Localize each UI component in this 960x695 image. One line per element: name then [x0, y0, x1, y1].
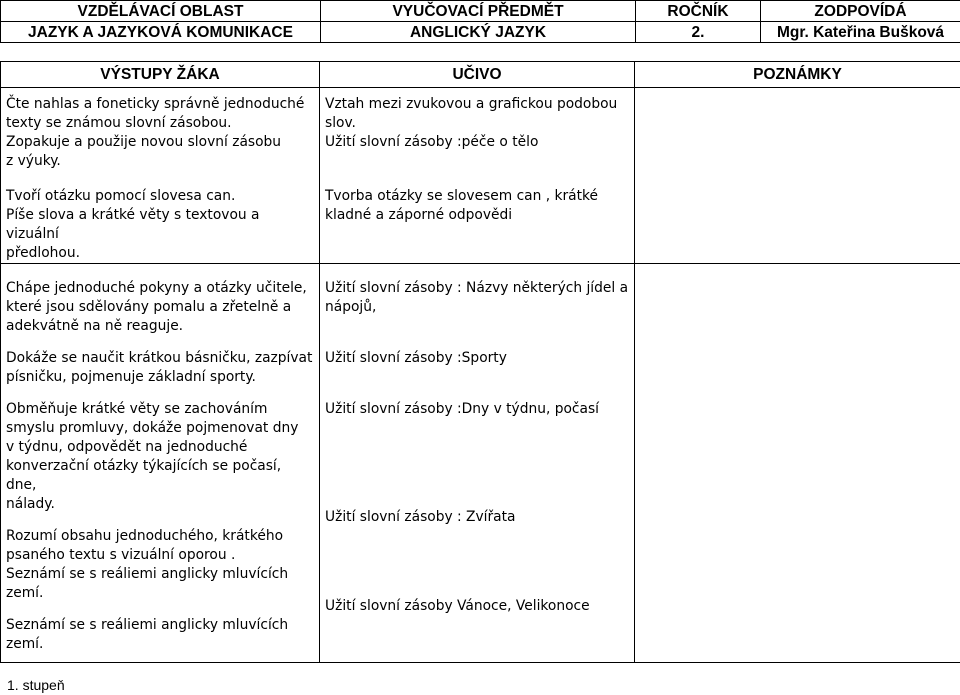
output-item: Rozumí obsahu jednoduchého, krátkého psaného textu s vizuální oporou . Seznámí se s reáliemi anglicky mluvících zemí. — [6, 528, 289, 601]
label-subject-area: VZDĚLÁVACÍ OBLAST — [1, 1, 321, 22]
column-header-row — [1, 62, 960, 88]
curriculum-item: Vztah mezi zvukovou a grafickou podobou slov. Užití slovní zásoby :péče o tělo — [325, 96, 618, 150]
curriculum-item: Užití slovní zásoby :Sporty — [325, 350, 507, 366]
notes-cell — [635, 88, 960, 264]
value-subject-area: JAZYK A JAZYKOVÁ KOMUNIKACE — [1, 22, 321, 43]
column-header-notes: POZNÁMKY — [635, 62, 960, 88]
table-row — [1, 264, 960, 663]
value-grade: 2. — [636, 22, 761, 43]
outputs-cell — [1, 264, 320, 663]
curriculum-item: Užití slovní zásoby : Názvy některých jídel a nápojů, — [325, 280, 629, 315]
curriculum-item: Užití slovní zásoby : Zvířata — [325, 509, 516, 525]
output-item: Seznámí se s reáliemi anglicky mluvících zemí. — [6, 617, 289, 652]
outputs-cell — [1, 88, 320, 264]
curriculum-table — [0, 61, 960, 663]
column-header-outputs: VÝSTUPY ŽÁKA — [1, 62, 320, 88]
column-header-curriculum: UČIVO — [320, 62, 635, 88]
table-row — [1, 88, 960, 264]
header-labels-row — [1, 1, 960, 22]
value-subject: ANGLICKÝ JAZYK — [321, 22, 636, 43]
output-item: Tvoří otázku pomocí slovesa can. Píše slova a krátké věty s textovou a vizuální předlohou. — [6, 188, 260, 261]
output-item: Čte nahlas a foneticky správně jednoduché texty se známou slovní zásobou. Zopakuje a použije novou slovní zásobu z výuky. — [6, 96, 305, 169]
header-values-row — [1, 22, 960, 43]
curriculum-item: Užití slovní zásoby :Dny v týdnu, počasí — [325, 401, 599, 417]
curriculum-item: Užití slovní zásoby Vánoce, Velikonoce — [325, 598, 590, 614]
output-item: Obměňuje krátké věty se zachováním smyslu promluvy, dokáže pojmenovat dny v týdnu, odpovědět na jednoduché konverzační otázky týkajících se počasí, dne, nálady. — [6, 401, 299, 512]
curriculum-cell — [320, 88, 635, 264]
header-table — [0, 0, 960, 43]
notes-cell — [635, 264, 960, 663]
curriculum-item: Tvorba otázky se slovesem can , krátké kladné a záporné odpovědi — [325, 188, 599, 223]
output-item: Chápe jednoduché pokyny a otázky učitele, které jsou sdělovány pomalu a zřetelně a adekvátně na ně reaguje. — [6, 280, 307, 334]
label-subject: VYUČOVACÍ PŘEDMĚT — [321, 1, 636, 22]
footer-grade-level: 1. stupeň — [7, 677, 65, 693]
output-item: Dokáže se naučit krátkou básničku, zazpívat písničku, pojmenuje základní sporty. — [6, 350, 313, 385]
label-responsible: ZODPOVÍDÁ — [761, 1, 960, 22]
value-responsible: Mgr. Kateřina Bušková — [761, 22, 960, 43]
curriculum-cell — [320, 264, 635, 663]
label-grade: ROČNÍK — [636, 1, 761, 22]
